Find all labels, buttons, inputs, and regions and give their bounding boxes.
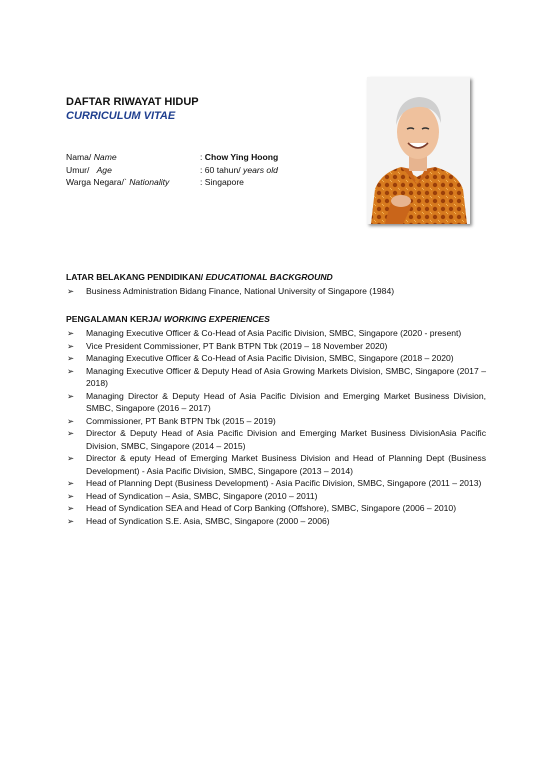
arrow-bullet-icon: ➢: [67, 390, 75, 401]
experience-heading: [66, 313, 486, 325]
item-text: Managing Executive Officer & Co-Head of Asia Pacific Division, SMBC, Singapore (2018 – 2020): [86, 353, 454, 363]
portrait-illustration: [367, 77, 470, 224]
item-text: Managing Director & Deputy Head of Asia Pacific Division and Emerging Market Business Division, SMBC, Singapore (2016 – 2017): [86, 390, 486, 413]
heading-id: LATAR BELAKANG PENDIDIKAN/: [66, 272, 206, 282]
education-section: [66, 271, 486, 298]
arrow-bullet-icon: ➢: [67, 515, 75, 526]
value-prefix: : Singapore: [200, 177, 244, 187]
info-value: [200, 151, 278, 164]
value-main: Chow Ying Hoong: [204, 152, 279, 162]
arrow-bullet-icon: ➢: [67, 428, 75, 438]
profile-photo: [367, 77, 470, 224]
experience-section: [66, 313, 486, 527]
list-item: [66, 490, 486, 503]
arrow-bullet-icon: ➢: [67, 340, 75, 351]
list-item: [66, 390, 486, 415]
arrow-bullet-icon: ➢: [67, 415, 75, 426]
value-suffix: years old: [243, 164, 278, 175]
value-prefix: : 60 tahun/: [200, 164, 244, 175]
item-text: Business Administration Bidang Finance, National University of Singapore (1984): [86, 286, 395, 296]
list-item: [66, 515, 486, 528]
item-text: Commissioner, PT Bank BTPN Tbk (2015 – 2019): [86, 415, 276, 426]
item-text: Head of Planning Dept (Business Development) - Asia Pacific Division, SMBC, Singapore (2011 – 2013): [86, 478, 482, 488]
info-value: [200, 176, 244, 189]
list-item: [66, 365, 486, 390]
arrow-bullet-icon: ➢: [67, 503, 75, 513]
experience-list: [66, 327, 486, 527]
arrow-bullet-icon: ➢: [67, 328, 75, 338]
title-block: [66, 95, 199, 123]
label-en: Nationality: [129, 177, 170, 187]
value-prefix: :: [200, 152, 205, 162]
label-en: Age: [96, 164, 112, 175]
list-item: [66, 502, 486, 515]
label-id: Umur/: [66, 164, 97, 175]
list-item: [66, 327, 486, 340]
info-label: [66, 164, 112, 177]
list-item: [66, 415, 486, 428]
arrow-bullet-icon: ➢: [67, 490, 75, 501]
arrow-bullet-icon: ➢: [67, 365, 75, 376]
label-en: Name: [93, 152, 117, 162]
item-text: Head of Syndication SEA and Head of Corp Banking (Offshore), SMBC, Singapore (2006 – 2010): [86, 503, 457, 513]
item-text: Head of Syndication – Asia, SMBC, Singapore (2010 – 2011): [86, 490, 318, 501]
list-item: [66, 427, 486, 452]
item-text: Managing Executive Officer & Deputy Head of Asia Growing Markets Division, SMBC, Singapore (2017 – 2018): [86, 365, 486, 388]
page-subtitle: CURRICULUM VITAE: [66, 110, 176, 122]
page-title: DAFTAR RIWAYAT HIDUP: [66, 96, 199, 108]
list-item: [66, 352, 486, 365]
item-text: Director & eputy Head of Emerging Market Business Division and Head of Planning Dept (Business Development) - Asia Pacific Division, SMBC, Singapore (2013 – 2014): [86, 453, 486, 476]
arrow-bullet-icon: ➢: [67, 286, 75, 296]
label-id: Warga Negara/`: [66, 177, 130, 187]
info-value: [200, 164, 278, 177]
heading-en: EDUCATIONAL BACKGROUND: [205, 272, 333, 282]
info-label: [66, 151, 117, 164]
heading-en: WORKING EXPERIENCES: [163, 314, 270, 324]
list-item: [66, 340, 486, 353]
education-heading: [66, 271, 486, 283]
education-list: [66, 285, 486, 298]
heading-id: PENGALAMAN KERJA/: [66, 314, 164, 324]
list-item: [66, 477, 486, 490]
list-item: [66, 452, 486, 477]
info-label: [66, 176, 169, 189]
list-item: [66, 285, 486, 298]
item-text: Vice President Commissioner, PT Bank BTPN Tbk (2019 – 18 November 2020): [86, 340, 388, 351]
item-text: Head of Syndication S.E. Asia, SMBC, Singapore (2000 – 2006): [86, 515, 330, 526]
arrow-bullet-icon: ➢: [67, 478, 75, 488]
arrow-bullet-icon: ➢: [67, 353, 75, 363]
label-id: Nama/: [66, 152, 94, 162]
item-text: Director & Deputy Head of Asia Pacific Division and Emerging Market Business DivisionAsia Pacific Division, SMBC, Singapore (2014 – 2015): [86, 428, 486, 451]
item-text: Managing Executive Officer & Co-Head of Asia Pacific Division, SMBC, Singapore (2020 - present): [86, 328, 462, 338]
arrow-bullet-icon: ➢: [67, 453, 75, 463]
